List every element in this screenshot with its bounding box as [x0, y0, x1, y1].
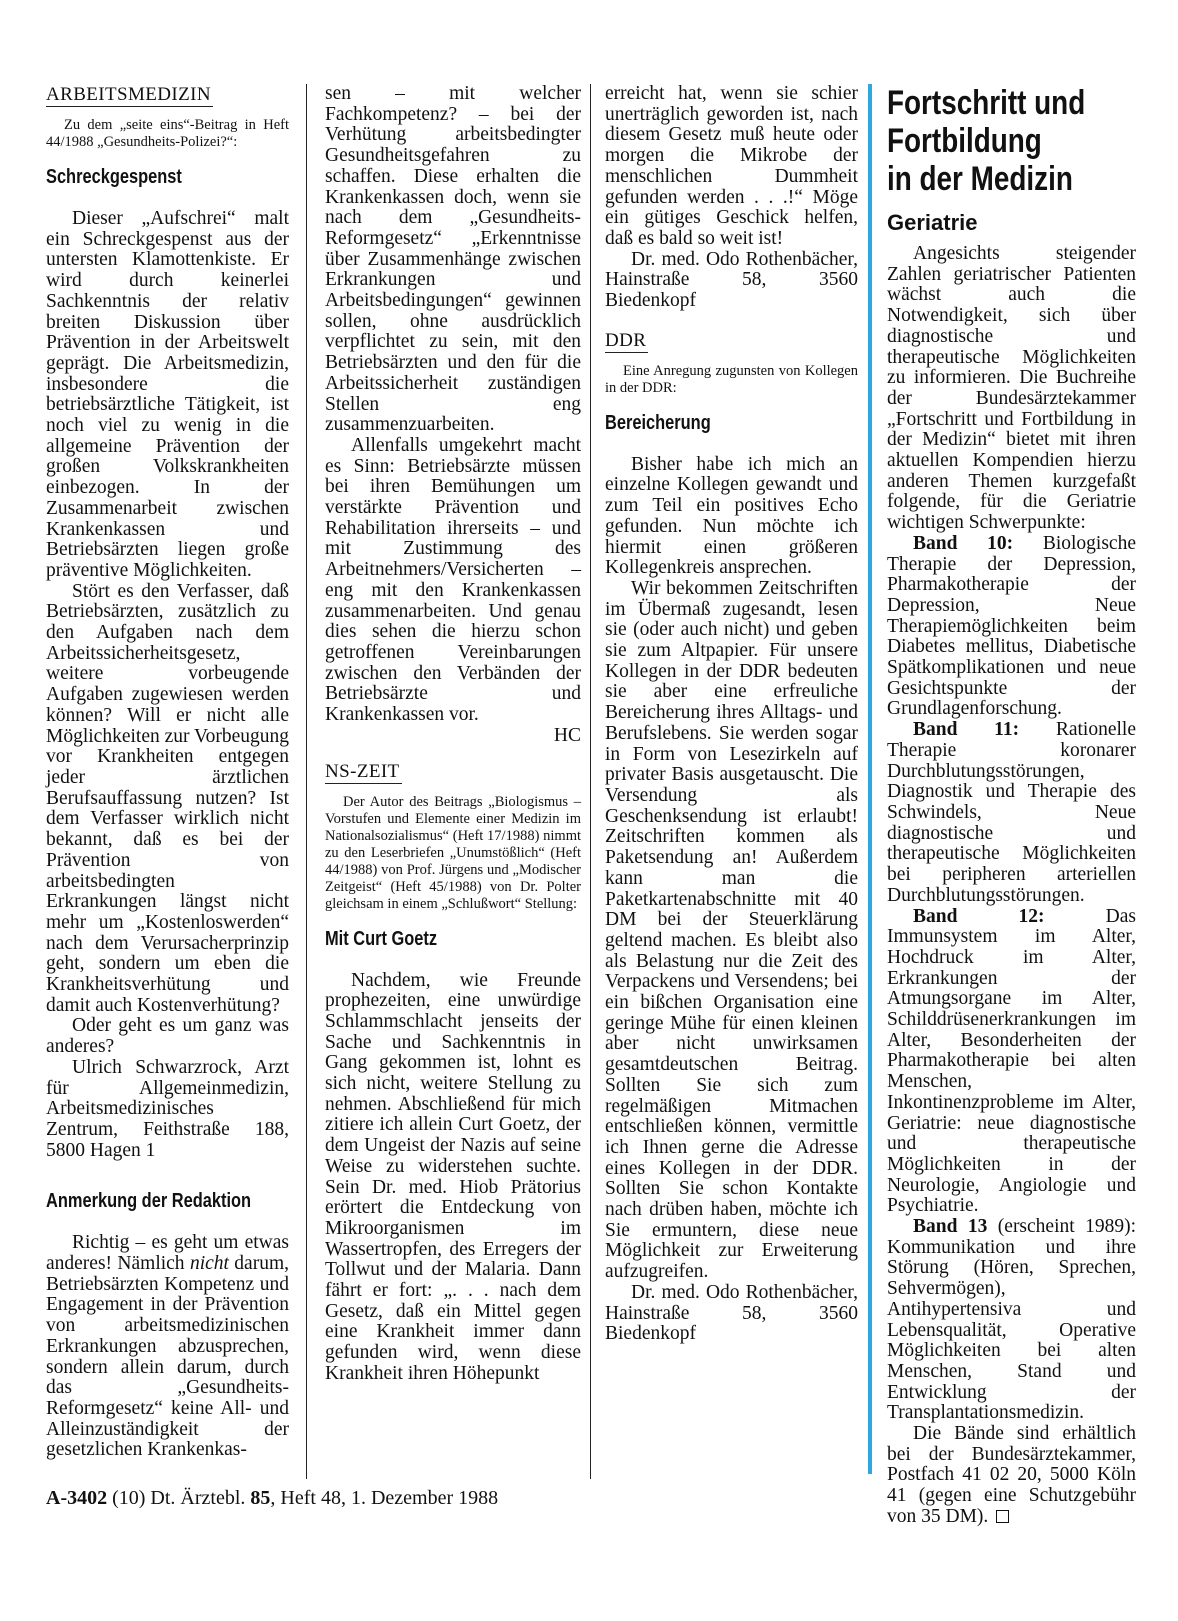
column-rule: [590, 84, 591, 1479]
paragraph: erreicht hat, wenn sie schier unerträglich geworden ist, nach diesem Gesetz muß heute oder morgen die Mikrobe der menschlichen Dummheit gefunden werden . . .!“ Möge ein gütiges Geschick helfen, daß es bald so weit ist!: [605, 83, 858, 249]
article-heading: Mit Curt Goetz: [325, 927, 438, 950]
page-number: A-3402: [46, 1487, 108, 1509]
column-1: [46, 84, 289, 1461]
paragraph: Nachdem, wie Freunde prophezeiten, eine unwürdige Schlammschlacht jenseits der Sache und Sachkenntnis in Gang gekommen ist, lohnt es sich nicht, weitere Stellung zu nehmen. Abschließend für mich zitiere ich allein Curt Goetz, der dem Ungeist der Nazis auf seine Weise zu widerstehen suchte. Sein Dr. med. Hiob Prätorius erörtert die Entdeckung von Mikroorganismen im Wassertropfen, des Erregers der Tollwut und der Malaria. Dann fährt er fort: „. . . nach dem Gesetz, daß ein Mittel gegen eine Krankheit immer dann gefunden wird, wenn diese Krankheit ihren Höhepunkt: [325, 969, 581, 1384]
feature-subtitle: Geriatrie: [887, 210, 978, 235]
paragraph: Wir bekommen Zeitschriften im Übermaß zugesandt, lesen sie (oder auch nicht) und geben sie zum Altpapier. Für unsere Kollegen in der DDR bedeuten sie aber eine erfreuliche Bereicherung ihres Alltags- und Berufslebens. Sie werden sogar in Form von Lesezirkeln auf privater Basis ausgetauscht. Die Versendung als Geschenksendung ist erlaubt! Zeitschriften kommen als Paketsendung an! Außerdem kann man die Paketkartenabschnitte mit 40 DM bei der Steuerklärung geltend machen. Es bleibt also als Belastung nur die Zeit des Verpackens und Versendens; bei ein bißchen Organisation eine geringe Mühe für einen kleinen aber nicht unwirksamen gesamtdeutschen Beitrag. Sollten Sie sich zum regelmäßigen Mitmachen entschließen können, vermittle ich Ihnen gerne die Adresse eines Kollegen in der DDR. Sollten Sie schon Kontakte nach drüben haben, möchte ich Sie ermuntern, diese neue Möglichkeit zur Erweiterung aufzugreifen.: [605, 577, 858, 1283]
paragraph: sen – mit welcher Fachkompetenz? – bei der Verhütung arbeitsbedingter Gesundheitsgefahren zu schaffen. Diese erhalten die Krankenkassen doch, wenn sie nach dem „Gesundheits-Reformgesetz“ „Erkenntnisse über Zusammenhänge zwischen Erkrankungen und Arbeitsbedingungen“ gewinnen sollen, ohne ausdrücklich verpflichtet zu sein, mit den Betriebsärzten und den für die Arbeitssicherheit zuständigen Stellen eng zusammenzuarbeiten.: [325, 83, 581, 436]
article-heading: Anmerkung der Redaktion: [46, 1190, 252, 1213]
paragraph: Band 10: Biologische Therapie der Depression, Pharmakotherapie der Depression, Neue Therapiemöglichkeiten beim Diabetes mellitus, Diabetische Spätkomplikationen und neue Gesichtspunkte der Grundlagenforschung.: [887, 532, 1136, 720]
paragraph: Richtig – es geht um etwas anderes! Nämlich nicht darum, Betriebsärzten Kompetenz und Engagement in der Prävention von arbeitsmedizinischen Erkrankungen abzusprechen, sondern allein darum, durch das „Gesundheits-Reformgesetz“ keine All- und Alleinzuständigkeit der gesetzlichen Krankenkas-: [46, 1232, 289, 1461]
column-3: [605, 84, 858, 1345]
intro-text: Eine Anregung zugunsten von Kollegen in der DDR:: [605, 362, 858, 396]
feature-title: Fortschritt und Fortbildung in der Medizin: [887, 84, 1086, 198]
paragraph: Angesichts steigender Zahlen geriatrischer Patienten wächst auch die Notwendigkeit, sich über diagnostische und therapeutische Möglichkeiten zu informieren. Die Buchreihe der Bundesärztekammer „Fortschritt und Fortbildung in der Medizin“ bietet mit ihren aktuellen Kompendien hierzu anderen Themen kurzgefaßt folgende, für die Geriatrie wichtigen Schwerpunkte:: [887, 243, 1136, 534]
paragraph: Allenfalls umgekehrt macht es Sinn: Betriebsärzte müssen bei ihren Bemühungen um verstärkte Prävention und Rehabilitation ihrerseits – und mit Zustimmung des Arbeitnehmers/Versicherten – eng mit den Krankenkassen zusammenarbeiten. Und genau dies sehen die hierzu schon getroffenen Vereinbarungen zwischen den Verbänden der Betriebsärzte und Krankenkassen vor.: [325, 434, 581, 726]
signature: Dr. med. Odo Rothenbächer, Hainstraße 58, 3560 Biedenkopf: [605, 248, 858, 312]
intro-text: Der Autor des Beitrags „Biologismus – Vorstufen und Elemente einer Medizin im Nationalsozialismus“ (Heft 17/1988) nimmt zu den Leserbriefen „Unumstößlich“ (Heft 44/1988) von Prof. Jürgens und „Modischer Zeitgeist“ (Heft 45/1988) von Dr. Polter gleichsam in einem „Schlußwort“ Stellung:: [325, 793, 581, 912]
signature: Ulrich Schwarzrock, Arzt für Allgemeinmedizin, Arbeitsmedizinisches Zentrum, Feithstraße 188, 5800 Hagen 1: [46, 1056, 289, 1161]
paragraph: Band 13 (erscheint 1989): Kommunikation und ihre Störung (Hören, Sprechen, Sehvermögen), Antihypertensiva und Lebensqualität, Operative Möglichkeiten bei alten Menschen, Stand und Entwicklung der Transplantationsmedizin.: [887, 1216, 1136, 1424]
column-rule: [306, 84, 307, 1479]
article-heading: Bereicherung: [605, 411, 711, 434]
author-initials: HC: [553, 724, 581, 746]
paragraph: Stört es den Verfasser, daß Betriebsärzten, zusätzlich zu den Aufgaben nach dem Arbeitssicherheitsgesetz, weitere vorbeugende Aufgaben zugewiesen werden können? Will er nicht alle Möglichkeiten zur Vorbeugung vor Krankheiten entgegen jeder ärztlichen Berufsauffassung nutzen? Ist dem Verfasser wirklich nicht bekannt, daß es bei der Prävention von arbeitsbedingten Erkrankungen längst nicht mehr um „Kostenloswerden“ nach dem Verursacherprinzip geht, sondern um eben die Krankheitsverhütung und damit auch Kostenverhütung?: [46, 580, 289, 1016]
intro-text: Zu dem „seite eins“-Beitrag in Heft 44/1988 „Gesundheits-Polizei?“:: [46, 117, 289, 150]
accent-rule: [868, 84, 872, 1474]
section-label: DDR: [605, 329, 647, 351]
paragraph: Dieser „Aufschrei“ malt ein Schreckgespenst aus der untersten Klamottenkiste. Er wird durch keinerlei Sachkenntnis der relativ breiten Diskussion über Prävention in der Arbeitswelt geprägt. Die Arbeitsmedizin, insbesondere die betriebsärztliche Tätigkeit, ist noch viel zu wenig in die allgemeine Prävention der großen Volkskrankheiten einbezogen. In der Zusammenarbeit zwischen Krankenkassen und Betriebsärzten liegen große präventive Möglichkeiten.: [46, 208, 289, 581]
section-label: ARBEITSMEDIZIN: [46, 84, 211, 105]
paragraph: Band 11: Rationelle Therapie koronarer Durchblutungsstörungen, Diagnostik und Therapie des Schwindels, Neue diagnostische und therapeutische Möglichkeiten bei peripheren arteriellen Durchblutungsstörungen.: [887, 719, 1136, 906]
paragraph: Band 12: Das Immunsystem im Alter, Hochdruck im Alter, Erkrankungen der Atmungsorgane im Alter, Schilddrüsenerkrankungen im Alter, Besonderheiten der Pharmakotherapie bei alten Menschen, Inkontinenzprobleme im Alter, Geriatrie: neue diagnostische und therapeutische Möglichkeiten in der Neurologie, Angiologie und Psychiatrie.: [887, 905, 1136, 1217]
article-heading: Schreckgespenst: [46, 166, 182, 188]
page-footer: A-3402 (10) Dt. Ärztebl. 85, Heft 48, 1. Dezember 1988: [46, 1487, 499, 1509]
signature: Dr. med. Odo Rothenbächer, Hainstraße 58, 3560 Biedenkopf: [605, 1281, 858, 1345]
paragraph: Bisher habe ich mich an einzelne Kollegen gewandt und zum Teil ein positives Echo gefunden. Nun möchte ich hiermit einen größeren Kollegenkreis ansprechen.: [605, 453, 858, 579]
end-mark-icon: [996, 1510, 1009, 1523]
column-2: [325, 84, 581, 1385]
paragraph: Oder geht es um ganz was anderes?: [46, 1015, 289, 1058]
paragraph: Die Bände sind erhältlich bei der Bundesärztekammer, Postfach 41 02 20, 5000 Köln 41 (gegen eine Schutzgebühr von 35 DM).: [887, 1423, 1136, 1527]
section-label: NS-ZEIT: [325, 760, 400, 782]
column-4: [887, 84, 1136, 1528]
